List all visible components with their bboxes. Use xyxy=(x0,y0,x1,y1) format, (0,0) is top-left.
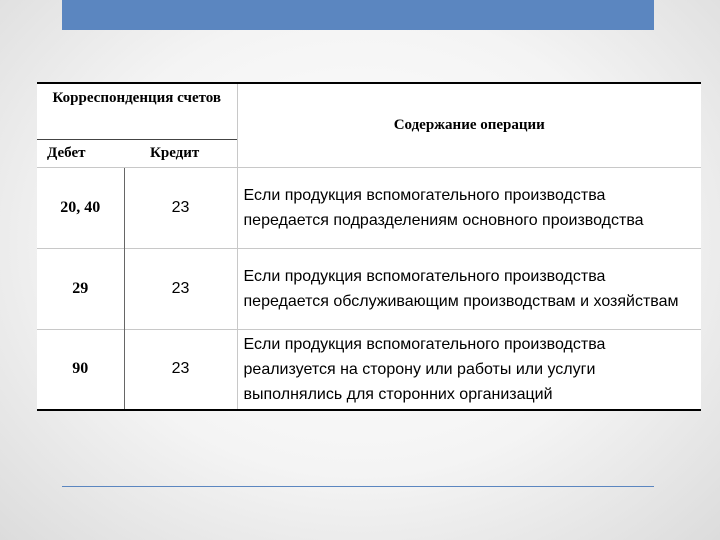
operation-text: Если продукция вспомогательного производства реализуется на сторону или работы или услуги выполнялись для сторонних организаций xyxy=(237,329,701,410)
table-row xyxy=(37,167,701,248)
operations-table xyxy=(37,82,701,411)
operation-text: Если продукция вспомогательного производства передается подразделениям основного производства xyxy=(237,167,701,248)
credit-cell: 23 xyxy=(124,167,237,248)
table-header-row xyxy=(37,83,701,139)
header-content: Содержание операции xyxy=(237,83,701,167)
header-correspondence: Корреспонденция счетов xyxy=(37,83,237,139)
table-row xyxy=(37,329,701,410)
table-row xyxy=(37,248,701,329)
debit-cell: 29 xyxy=(37,248,124,329)
accounts-table xyxy=(37,82,701,411)
bottom-divider-line xyxy=(62,486,654,487)
credit-cell: 23 xyxy=(124,329,237,410)
top-accent-bar xyxy=(62,0,654,30)
header-credit: Кредит xyxy=(124,139,237,167)
operation-text: Если продукция вспомогательного производства передается обслуживающим производствам и хозяйствам xyxy=(237,248,701,329)
header-debit: Дебет xyxy=(37,139,124,167)
debit-cell: 20, 40 xyxy=(37,167,124,248)
debit-cell: 90 xyxy=(37,329,124,410)
credit-cell: 23 xyxy=(124,248,237,329)
